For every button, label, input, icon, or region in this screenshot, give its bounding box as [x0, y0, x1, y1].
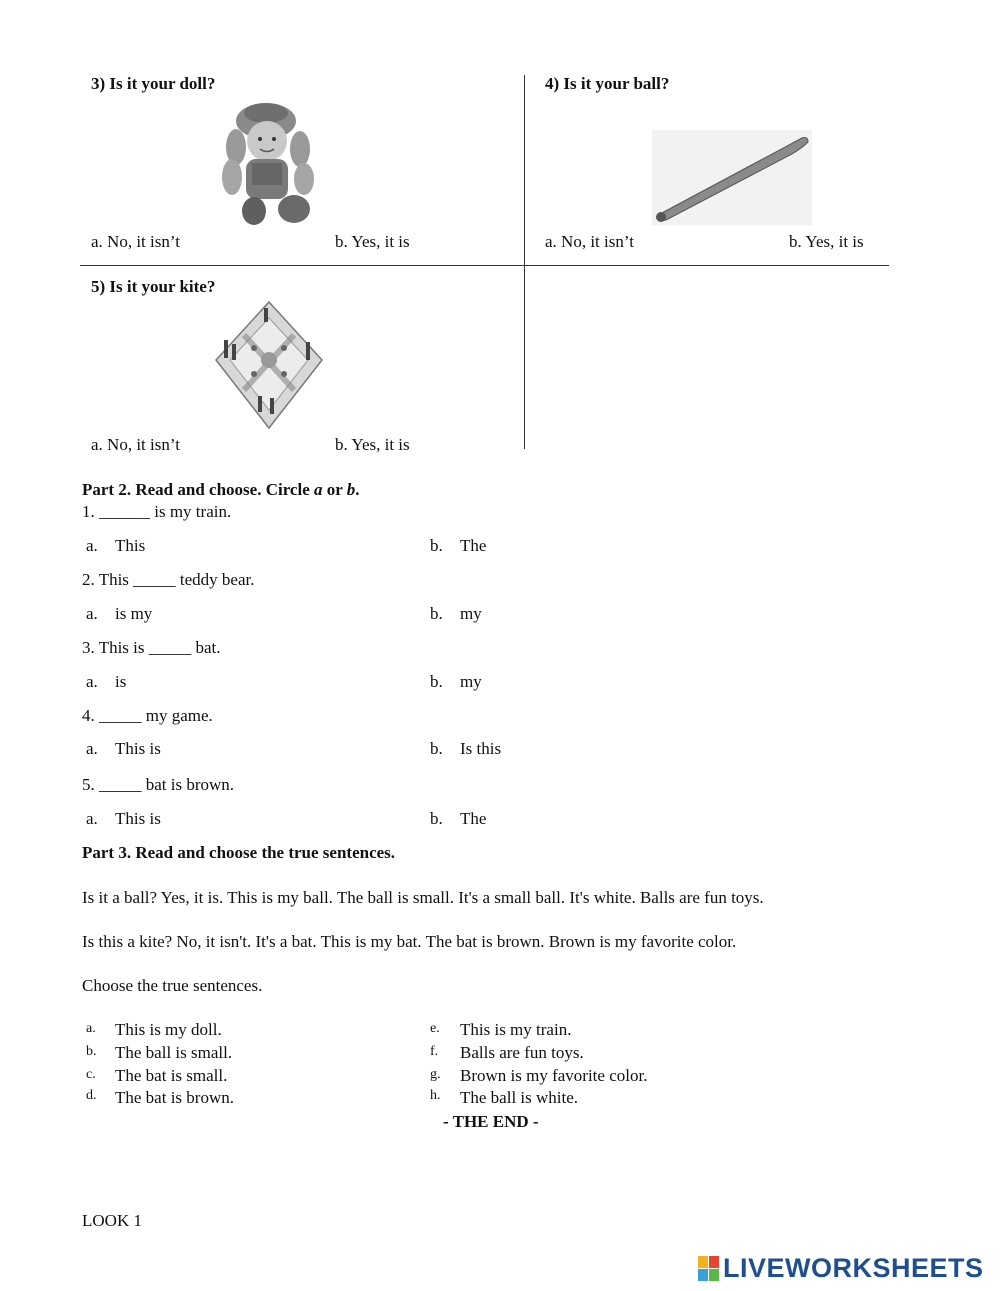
- part3-option-g[interactable]: Brown is my favorite color.: [460, 1066, 648, 1085]
- q5-option-b[interactable]: b. Yes, it is: [335, 435, 410, 454]
- part2-q2-letter-a: a.: [86, 604, 98, 623]
- part3-letter-g: g.: [430, 1067, 441, 1082]
- part2-q3-letter-b: b.: [430, 672, 443, 691]
- part2-q5-option-a[interactable]: This is: [115, 809, 161, 828]
- part3-option-a[interactable]: This is my doll.: [115, 1020, 222, 1039]
- part3-option-c[interactable]: The bat is small.: [115, 1066, 228, 1085]
- part2-question-2: 2. This _____ teddy bear.: [82, 570, 255, 589]
- page-label: LOOK 1: [82, 1211, 142, 1230]
- liveworksheets-logo-icon: [698, 1256, 720, 1282]
- part3-letter-h: h.: [430, 1088, 441, 1103]
- question-4: 4) Is it your ball?: [545, 74, 670, 93]
- part3-paragraph-2: Is this a kite? No, it isn't. It's a bat. This is my bat. The bat is brown. Brown is my favorite color.: [82, 932, 737, 951]
- part3-option-b[interactable]: The ball is small.: [115, 1043, 233, 1062]
- part2-q5-letter-b: b.: [430, 809, 443, 828]
- part2-q3-option-a[interactable]: is: [115, 672, 127, 691]
- part3-letter-f: f.: [430, 1044, 439, 1059]
- q4-option-a[interactable]: a. No, it isn’t: [545, 232, 634, 251]
- question-5: 5) Is it your kite?: [91, 277, 216, 296]
- part3-option-f[interactable]: Balls are fun toys.: [460, 1043, 584, 1062]
- part2-q1-letter-b: b.: [430, 536, 443, 555]
- part2-question-4: 4. _____ my game.: [82, 706, 213, 725]
- grid-vertical-divider: [524, 75, 525, 449]
- part2-q1-letter-a: a.: [86, 536, 98, 555]
- part3-paragraph-1: Is it a ball? Yes, it is. This is my ball. The ball is small. It's a small ball. It's white. Balls are fun toys.: [82, 888, 764, 907]
- question-3: 3) Is it your doll?: [91, 74, 216, 93]
- part2-q3-option-b[interactable]: my: [460, 672, 482, 691]
- baseball-bat-image: [652, 130, 812, 225]
- part2-question-5: 5. _____ bat is brown.: [82, 775, 235, 794]
- part2-q4-letter-b: b.: [430, 739, 443, 758]
- part2-q2-option-a[interactable]: is my: [115, 604, 153, 623]
- part2-q4-option-b[interactable]: Is this: [460, 739, 502, 758]
- part3-option-d[interactable]: The bat is brown.: [115, 1088, 234, 1107]
- part2-question-3: 3. This is _____ bat.: [82, 638, 221, 657]
- part2-heading: Part 2. Read and choose. Circle a or b.: [82, 480, 360, 499]
- part2-q3-letter-a: a.: [86, 672, 98, 691]
- q3-option-b[interactable]: b. Yes, it is: [335, 232, 410, 251]
- part2-q1-option-a[interactable]: This: [115, 536, 146, 555]
- part2-question-1: 1. ______ is my train.: [82, 502, 232, 521]
- part3-letter-a: a.: [86, 1021, 96, 1036]
- part2-q5-letter-a: a.: [86, 809, 98, 828]
- part3-instruction: Choose the true sentences.: [82, 976, 263, 995]
- part2-q2-option-b[interactable]: my: [460, 604, 482, 623]
- part3-option-h[interactable]: The ball is white.: [460, 1088, 579, 1107]
- part3-heading: Part 3. Read and choose the true sentences.: [82, 843, 396, 862]
- q4-option-b[interactable]: b. Yes, it is: [789, 232, 864, 251]
- part2-q2-letter-b: b.: [430, 604, 443, 623]
- part3-letter-d: d.: [86, 1088, 97, 1103]
- part2-q1-option-b[interactable]: The: [460, 536, 487, 555]
- the-end-label: - THE END -: [443, 1112, 539, 1131]
- part3-letter-b: b.: [86, 1044, 97, 1059]
- doll-image: [214, 99, 322, 227]
- part3-option-e[interactable]: This is my train.: [460, 1020, 572, 1039]
- part2-q4-letter-a: a.: [86, 739, 98, 758]
- board-game-image: [214, 300, 324, 430]
- grid-horizontal-divider: [80, 265, 889, 266]
- liveworksheets-logo-text: LIVEWORKSHEETS: [723, 1253, 984, 1283]
- part3-letter-c: c.: [86, 1067, 96, 1082]
- part2-q4-option-a[interactable]: This is: [115, 739, 161, 758]
- part2-q5-option-b[interactable]: The: [460, 809, 487, 828]
- q3-option-a[interactable]: a. No, it isn’t: [91, 232, 180, 251]
- part3-letter-e: e.: [430, 1021, 440, 1036]
- q5-option-a[interactable]: a. No, it isn’t: [91, 435, 180, 454]
